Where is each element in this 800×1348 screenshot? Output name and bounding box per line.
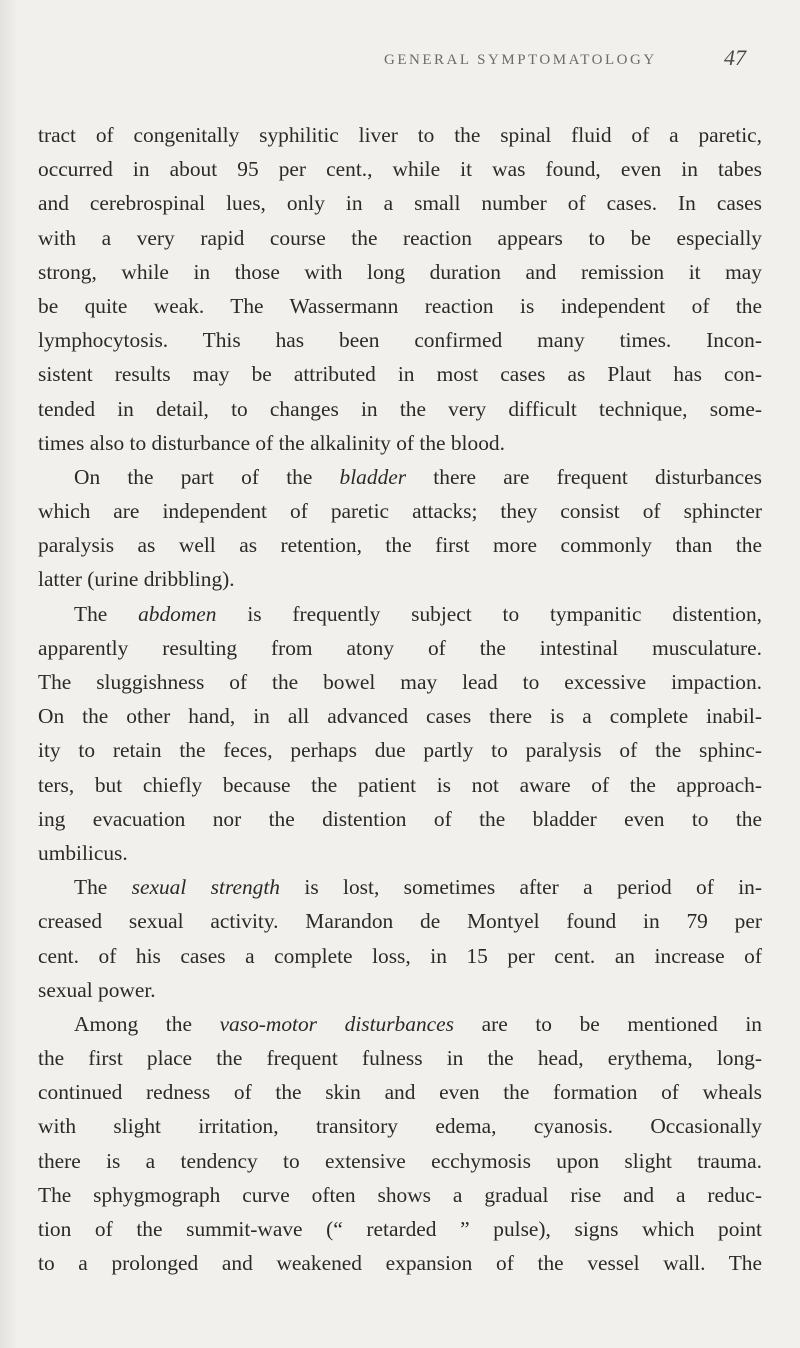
text-run: is lost, sometimes after a period of in- [280,875,762,900]
text-line: tended in detail, to changes in the very difficult technique, some- [38,396,762,421]
text-run: The [74,875,132,900]
text-line: strong, while in those with long duration and remission it may [38,259,762,284]
paragraph-abdomen [38,597,762,631]
text-line: occurred in about 95 per cent., while it was found, even in tabes [38,157,762,182]
text-line: with a very rapid course the reaction appears to be especially [38,225,762,250]
text-line: tract of congenitally syphilitic liver to the spinal fluid of a paretic, [38,123,762,147]
page-number: 47 [724,45,746,70]
text-line: which are independent of paretic attacks; they consist of sphincter [38,499,762,524]
text-line: latter (urine dribbling). [38,567,235,592]
text-line: sistent results may be attributed in most cases as Plaut has con- [38,362,762,387]
italic-term-bladder: bladder [339,464,407,489]
text-line: sexual power. [38,977,156,1002]
text-line: The sphygmograph curve often shows a gradual rise and a reduc- [38,1182,762,1207]
text-line: tion of the summit-wave (“ retarded ” pulse), signs which point [38,1217,762,1241]
text-line: apparently resulting from atony of the intestinal musculature. [38,635,762,660]
text-line: with slight irritation, transitory edema, cyanosis. Occasionally [38,1114,762,1139]
text-line: the first place the frequent fulness in the head, erythema, long- [38,1046,762,1071]
text-line: be quite weak. The Wassermann reaction is independent of the [38,293,762,318]
body-text [38,118,762,1280]
text-line: ity to retain the feces, perhaps due partly to paralysis of the sphinc- [38,738,762,763]
text-run: are to be mentioned in [453,1011,762,1036]
text-line: and cerebrospinal lues, only in a small number of cases. In cases [38,191,762,216]
text-line: ters, but chiefly because the patient is not aware of the approach- [38,772,762,797]
text-line: creased sexual activity. Marandon de Montyel found in 79 per [38,909,762,934]
paragraph-sexual-strength [38,870,762,904]
text-run: Among the [74,1011,220,1036]
text-line: cent. of his cases a complete loss, in 15 per cent. an increase of [38,943,762,968]
text-line: there is a tendency to extensive ecchymosis upon slight trauma. [38,1148,762,1173]
italic-term-sexual-strength: sexual strength [131,875,280,900]
text-line: to a prolonged and weakened expansion of the vessel wall. The [38,1251,762,1276]
text-line: times also to disturbance of the alkalinity of the blood. [38,430,505,455]
text-line: continued redness of the skin and even the formation of wheals [38,1080,762,1105]
text-line: lymphocytosis. This has been confirmed many times. Incon- [38,328,762,353]
text-line: umbilicus. [38,840,128,865]
text-run: The [74,601,139,626]
italic-term-abdomen: abdomen [138,601,217,626]
text-line: On the other hand, in all advanced cases there is a complete inabil- [38,704,762,729]
text-run: there are frequent disturbances [406,464,762,489]
page-edge-shadow [0,0,18,1348]
text-run: is frequently subject to tympanitic distention, [216,601,762,626]
text-line: The sluggishness of the bowel may lead to excessive impaction. [38,670,762,694]
text-line: ing evacuation nor the distention of the bladder even to the [38,806,762,831]
paragraph-vaso-motor [38,1007,762,1041]
italic-term-vaso-motor: vaso-motor disturbances [219,1011,454,1036]
running-head: GENERAL SYMPTOMATOLOGY [384,52,657,68]
text-line: paralysis as well as retention, the first more commonly than the [38,533,762,558]
text-run: On the part of the [74,464,340,489]
paragraph-bladder [38,460,762,494]
